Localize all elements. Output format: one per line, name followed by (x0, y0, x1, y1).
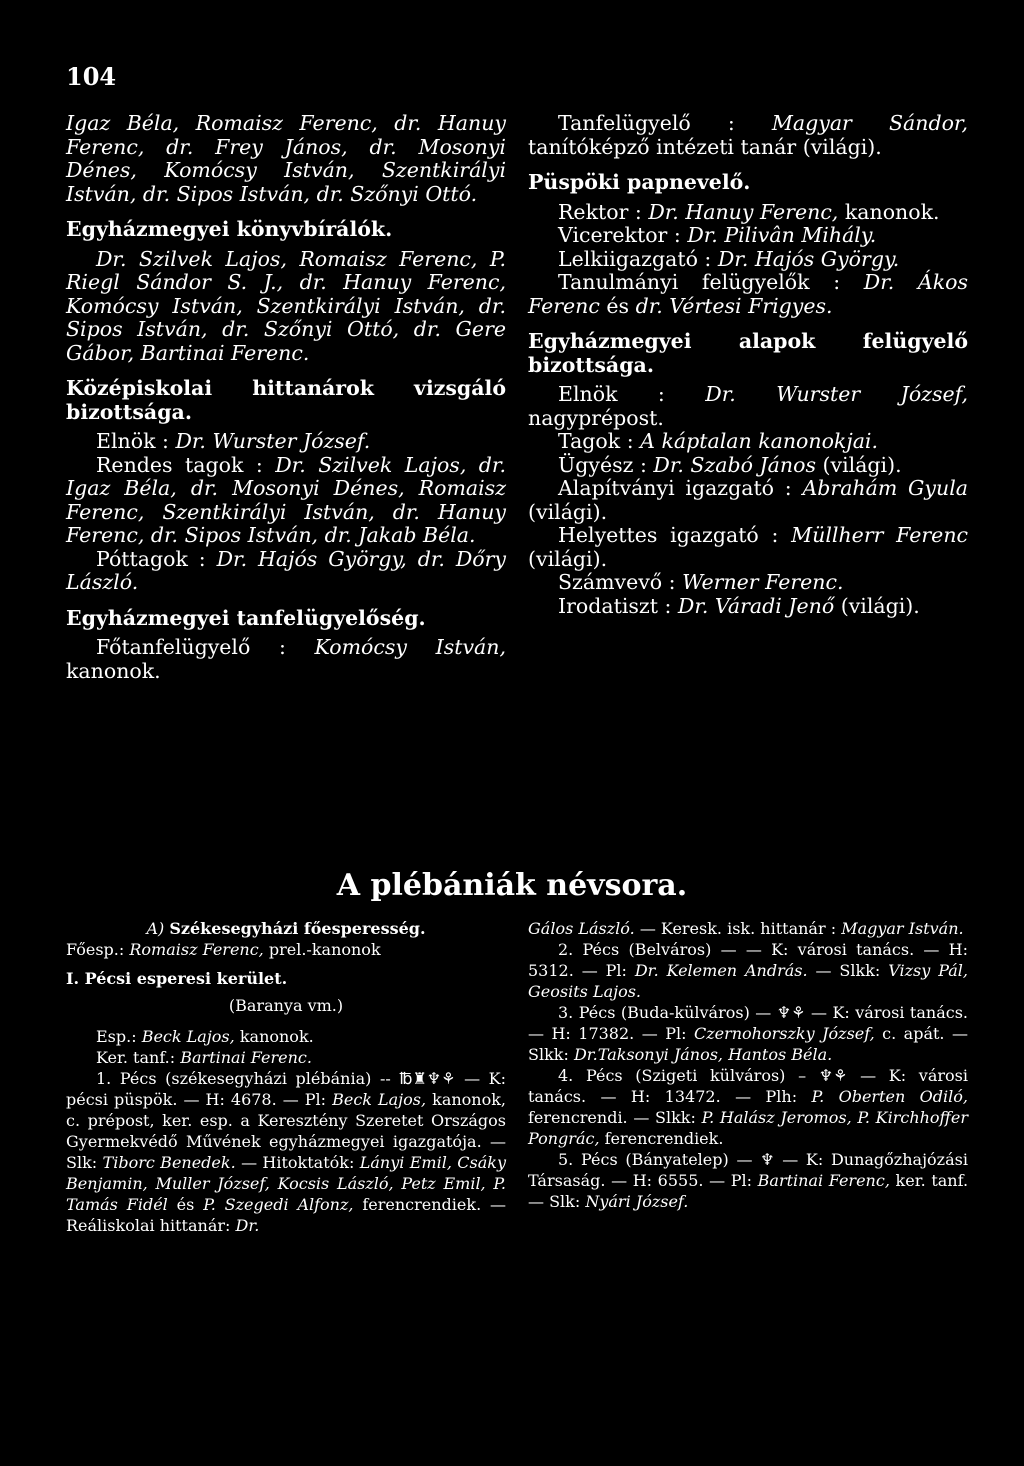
parish-entry-5 (528, 1149, 968, 1212)
role-label: Főtanfelügyelő : (96, 635, 286, 659)
section-heading-exam-committee: Középiskolai hittanárok vizsgáló bizottsága. (66, 376, 506, 424)
role-label: Rektor : (558, 199, 642, 224)
person-title: kanonok. (844, 199, 940, 224)
person-title: (világi). (528, 499, 608, 524)
section-heading-funds-committee: Egyházmegyei alapok felügyelő bizottsága. (528, 329, 968, 377)
person-name: Magyar István. (841, 919, 964, 938)
parish-symbols-icon: ♆ (760, 1150, 775, 1169)
parish-details: c. apát. — (882, 1024, 968, 1043)
archdeacon-entry (66, 939, 506, 960)
accountant-entry (528, 571, 968, 595)
parish-entry-3 (528, 1002, 968, 1065)
role-label: Ügyész : (558, 452, 647, 477)
person-name: A káptalan kanonokjai. (640, 429, 879, 453)
person-name: Magyar Sándor, (771, 111, 968, 135)
role-label: Vicerektor : (558, 223, 681, 247)
section-heading-seminary: Püspöki papnevelő. (528, 170, 751, 194)
district-inspector-entry (66, 1047, 506, 1068)
parish-details: — K: városi tanács. — H: 13472. — (528, 1066, 968, 1106)
parish-entry-2 (528, 939, 968, 1002)
role-label: Irodatiszt : (558, 593, 672, 618)
role-label: Esp.: (96, 1027, 137, 1046)
parish-details: ferencrendiek. (604, 1129, 724, 1148)
person-name: dr. Vértesi Frigyes. (635, 293, 833, 318)
vice-rector-entry (528, 224, 968, 248)
chaplain-names: Dr.Taksonyi János, Hantos Béla. (573, 1045, 833, 1064)
role-label: Elnök : (96, 429, 169, 453)
book-reviewers-names: Dr. Szilvek Lajos, Romaisz Ferenc, P. Riegl Sándor S. J., dr. Hanuy Ferenc, Komócsy István, Szentkirályi István, dr. Sipos István, dr. Szőnyi Ottó, dr. Gere Gábor, Bartinai Ferenc. (66, 246, 506, 365)
parish-details: ker. tanf. (895, 1171, 969, 1190)
person-name: Beck Lajos, (141, 1027, 235, 1046)
role-label: Ker. tanf.: (96, 1048, 176, 1067)
person-name: Dr. Pilivân Mihály. (687, 223, 877, 247)
person-names: Dr. Hajós György, dr. Dőry László. (66, 546, 506, 594)
parish-symbols-icon: ♆⚘ (818, 1066, 848, 1085)
book-reviewers-list (66, 248, 506, 366)
parish-entry-4 (528, 1065, 968, 1149)
dean-entry (66, 1026, 506, 1047)
parish-details: — K: pécsi püspök. — H: 4678. — Pl: (66, 1069, 507, 1109)
parish-details: ferencrendiek. — Reáliskolai hittanár: (66, 1195, 507, 1235)
person-title: (világi). (840, 593, 920, 618)
funds-chair-entry (528, 383, 968, 430)
parish-entry-1 (66, 1068, 506, 1236)
parish-details: ferencrendi. (528, 1108, 628, 1127)
person-name: Gálos László. (528, 919, 635, 938)
section-heading-inspectorate: Egyházmegyei tanfelügyelőség. (66, 605, 426, 630)
person-name: Dr. Wurster József. (175, 429, 371, 453)
main-heading: A plébániák névsora. (336, 868, 688, 903)
person-title: (világi). (822, 452, 902, 477)
parish-symbols-icon: ♆⚘ (776, 1003, 806, 1022)
parish-title: 3. Pécs (Buda-külváros) — (558, 1003, 772, 1022)
person-name: P. Szegedi Alfonz, (203, 1195, 354, 1214)
priest-name: Czernohorszky József, (693, 1024, 875, 1043)
foundation-director-entry (528, 477, 968, 524)
person-name: Dr. Váradi Jenő (677, 593, 835, 618)
exam-members-entry (66, 454, 506, 548)
person-name: Bartinai Ferenc. (180, 1048, 312, 1067)
role-label: Tanfelügyelő : (558, 111, 735, 135)
role-label: Számvevő : (558, 570, 676, 594)
person-name: Komócsy István, (314, 635, 506, 659)
person-name: Dr. Szabó János (653, 452, 816, 477)
parish-symbols: — (745, 940, 762, 959)
chaplain-names: Vizsy Pál, Geosits Lajos. (528, 961, 968, 1001)
parish-title: 1. Pécs (székesegyházi plébánia) -- (96, 1069, 391, 1088)
person-names: Dr. Szilvek Lajos, dr. Igaz Béla, dr. Mosonyi Dénes, Romaisz Ferenc, Szentkirályi István, dr. Hanuy Ferenc, dr. Sipos István, dr. Jakab Béla. (66, 452, 506, 547)
parish-symbols: — (782, 1150, 799, 1169)
chaplain-name: Nyári József. (585, 1192, 689, 1211)
inspector-entry (528, 112, 968, 159)
deputy-director-entry (528, 524, 968, 571)
section-heading-book-reviewers: Egyházmegyei könyvbírálók. (66, 217, 393, 241)
spiritual-director-entry (528, 248, 968, 272)
parish-entry-1-continued (528, 918, 968, 939)
person-title: kanonok. (239, 1027, 314, 1046)
role-label: Tanulmányi felügyelők : (558, 270, 841, 294)
parish-details: — K: városi tanács. — H: 17382. — (528, 1003, 968, 1043)
role-label: — Hitoktatók: (241, 1153, 355, 1172)
right-column-top (528, 112, 968, 618)
role-label: Póttagok : (96, 546, 206, 571)
parish-title: 2. Pécs (Belváros) — (558, 940, 737, 959)
person-name: Dr. Hanuy Ferenc, (648, 199, 839, 224)
person-name: Dr. Hajós György. (717, 246, 900, 271)
role-label: Helyettes igazgató : (558, 523, 779, 547)
left-column-top (66, 112, 506, 683)
conjunction: és (606, 293, 630, 318)
attorney-entry (528, 454, 968, 478)
county-label: (Baranya vm.) (228, 996, 344, 1015)
role-label: Lelkiigazgató : (558, 246, 712, 271)
person-title: nagyprépost. (528, 405, 664, 430)
role-label: — Keresk. isk. hittanár : (639, 919, 837, 938)
parish-details: K: Dunagőzhajózási Társaság. — H: 6555. — Pl: (528, 1150, 968, 1190)
chaplain-name: Tiborc Benedek. (102, 1153, 236, 1172)
section-letter: A) (146, 919, 165, 938)
person-name: Dr. Wurster József, (705, 382, 968, 406)
study-supervisors-entry (528, 271, 968, 318)
role-label: Slkk: (528, 1045, 569, 1064)
district-heading: I. Pécsi esperesi kerület. (66, 969, 288, 988)
person-name: Müllherr Ferenc (791, 523, 968, 547)
parish-title: 5. Pécs (Bányatelep) — (558, 1150, 753, 1169)
chief-inspector-entry (66, 636, 506, 683)
person-title: (világi). (528, 546, 608, 571)
parish-title: 4. Pécs (Szigeti külváros) – (558, 1066, 807, 1085)
member-list (66, 112, 506, 206)
page-number: 104 (66, 62, 117, 91)
parish-details: K: városi tanács. — H: 5312. — Pl: (528, 940, 968, 980)
role-label: Plh: (765, 1087, 798, 1106)
chaplain-names: P. Halász Jeromos, P. Kirchhoffer Pongrác, (528, 1108, 969, 1148)
rector-entry (528, 201, 968, 225)
person-title: kanonok. (66, 658, 161, 683)
role-label: — Slk: (528, 1192, 581, 1211)
person-name: Romaisz Ferenc, (129, 940, 264, 959)
person-name: Werner Ferenc. (682, 570, 844, 594)
office-clerk-entry (528, 595, 968, 619)
conjunction: és (176, 1195, 195, 1214)
parish-symbols-icon: ℔♜♆⚘ (399, 1069, 456, 1088)
person-name: Abrahám Gyula (802, 476, 968, 500)
role-label: Elnök : (558, 382, 665, 406)
person-title: tanítóképző intézeti tanár (világi). (528, 134, 882, 159)
exam-chair-entry (66, 430, 506, 454)
priest-name: Beck Lajos, (332, 1090, 427, 1109)
section-title: Székesegyházi főesperesség. (169, 919, 426, 938)
priest-name: P. Oberten Odiló, (811, 1087, 968, 1106)
role-label: Tagok : (558, 429, 634, 453)
person-name: Dr. (235, 1216, 260, 1235)
role-label: Főesp.: (66, 940, 125, 959)
exam-substitutes-entry (66, 548, 506, 595)
funds-members-entry (528, 430, 968, 454)
person-title: prel.-kanonok (268, 940, 381, 959)
left-column-bottom (66, 918, 506, 1236)
role-label: Alapítványi igazgató : (558, 476, 792, 500)
catechist-names: Lányi Emil, Csáky Benjamin, Muller József, Kocsis László, Petz Emil, P. Tamás Fidél (66, 1153, 507, 1214)
right-column-bottom (528, 918, 968, 1212)
archdeaconry-heading (66, 918, 506, 939)
person-name: Dr. Ákos Ferenc (528, 270, 968, 318)
role-label: Rendes tagok : (96, 452, 263, 477)
role-label: — Slkk: (815, 961, 881, 980)
parish-details: kanonok, c. prépost, ker. esp. a Keresztény Szeretet Országos Gyermekvédő Művének egyházmegyei igazgatója. — Slk: (66, 1090, 507, 1172)
priest-name: Bartinai Ferenc, (757, 1171, 890, 1190)
priest-name: Dr. Kelemen András. (634, 961, 808, 980)
role-label: Pl: (665, 1024, 687, 1043)
member-names: Igaz Béla, Romaisz Ferenc, dr. Hanuy Ferenc, dr. Frey János, dr. Mosonyi Dénes, Komócsy István, Szentkirályi István, dr. Sipos István, dr. Szőnyi Ottó. (66, 111, 506, 206)
role-label: — Slkk: (633, 1108, 696, 1127)
